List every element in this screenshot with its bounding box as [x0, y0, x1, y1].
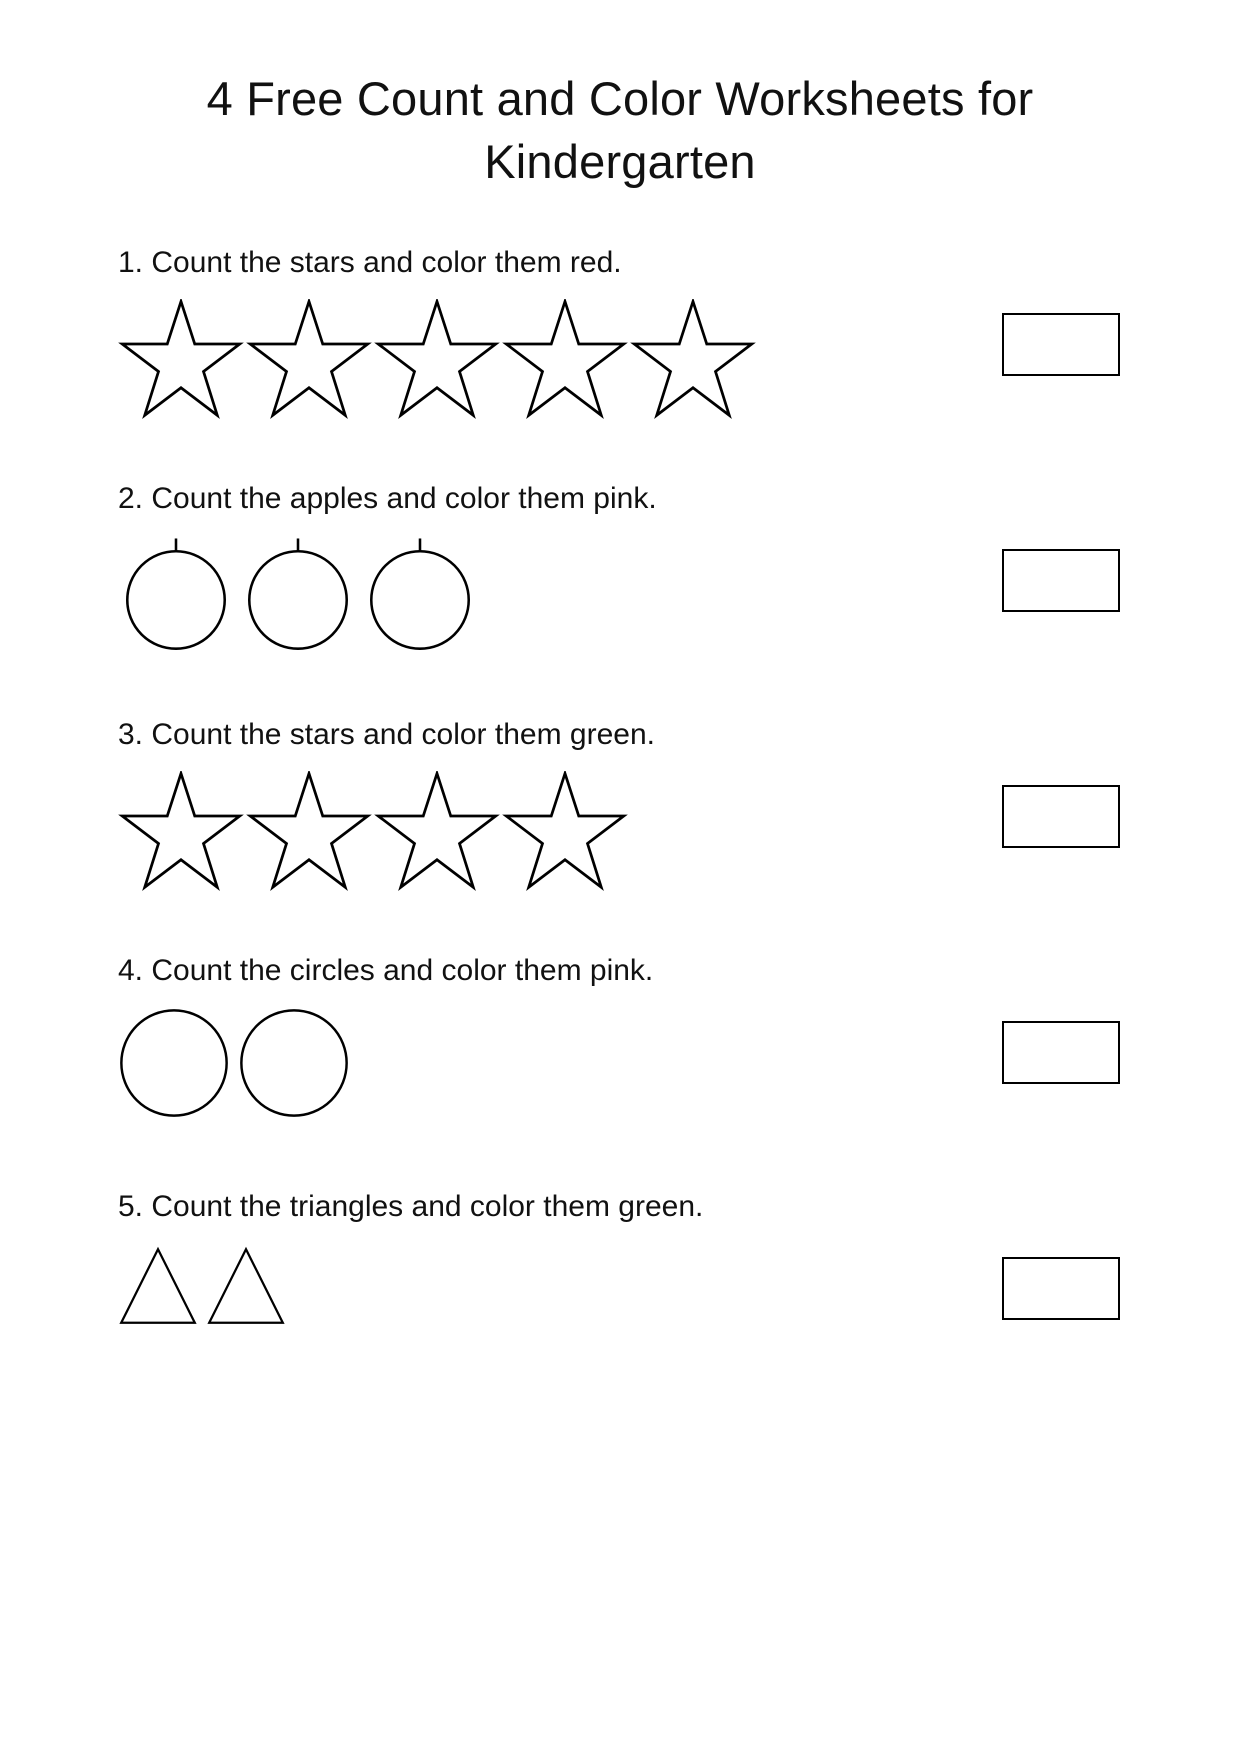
star-icon — [374, 299, 500, 419]
triangle-icon — [118, 1243, 198, 1329]
apple-icon — [118, 535, 234, 651]
problem-4-shapes — [118, 1007, 350, 1119]
page-title: 4 Free Count and Color Worksheets for Kindergarten — [206, 72, 1034, 188]
star-icon — [118, 771, 244, 891]
problem-2 — [0, 481, 1240, 655]
star-icon — [118, 299, 244, 419]
circle-icon — [238, 1007, 350, 1119]
problem-3-row — [118, 771, 1120, 891]
star-icon — [502, 299, 628, 419]
problem-2-row — [118, 535, 1120, 655]
problem-1-prompt: 1. Count the stars and color them red. — [118, 246, 622, 279]
problem-5 — [0, 1189, 1240, 1363]
problem-4-row — [118, 1007, 1120, 1127]
circle-icon — [118, 1007, 230, 1119]
star-icon — [374, 771, 500, 891]
problem-3-shapes — [118, 771, 628, 891]
apple-icon — [362, 535, 478, 651]
problem-4-prompt: 4. Count the circles and color them pink. — [118, 954, 654, 987]
star-icon — [246, 771, 372, 891]
problem-5-prompt: 5. Count the triangles and color them green. — [118, 1190, 704, 1223]
problem-1-row — [118, 299, 1120, 419]
apple-icon — [240, 535, 356, 651]
problem-1 — [0, 245, 1240, 419]
problem-1-shapes — [118, 299, 756, 419]
answer-box-1[interactable] — [1002, 313, 1120, 376]
answer-box-3[interactable] — [1002, 785, 1120, 848]
problem-list — [0, 245, 1240, 1363]
problem-3-prompt: 3. Count the stars and color them green. — [118, 718, 655, 751]
answer-box-2[interactable] — [1002, 549, 1120, 612]
star-icon — [630, 299, 756, 419]
problem-2-shapes — [118, 535, 478, 651]
problem-5-shapes — [118, 1243, 286, 1329]
star-icon — [246, 299, 372, 419]
problem-3 — [0, 717, 1240, 891]
problem-4 — [0, 953, 1240, 1127]
problem-2-prompt: 2. Count the apples and color them pink. — [118, 482, 657, 515]
problem-5-row — [118, 1243, 1120, 1363]
triangle-icon — [206, 1243, 286, 1329]
answer-box-5[interactable] — [1002, 1257, 1120, 1320]
answer-box-4[interactable] — [1002, 1021, 1120, 1084]
star-icon — [502, 771, 628, 891]
